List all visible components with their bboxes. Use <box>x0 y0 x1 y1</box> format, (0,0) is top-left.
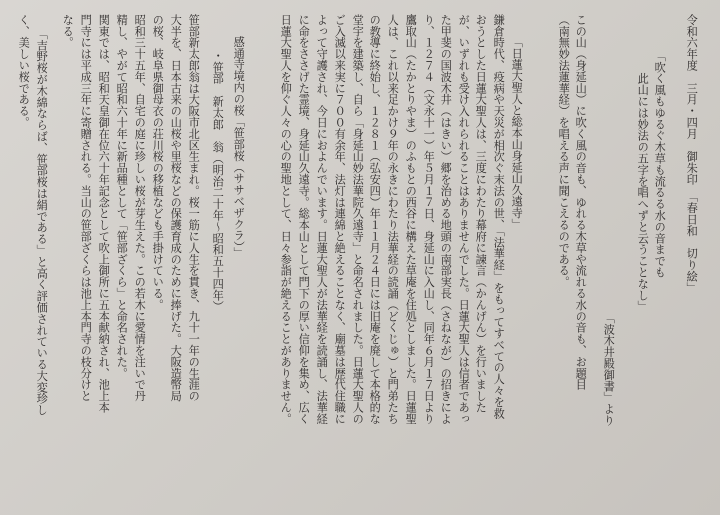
paragraph-line: の教導に終始し、１２８１（弘安四）年１１月２４日には旧庵を廃して本格的な <box>368 14 382 425</box>
paragraph-line: 昭和三十五年、自宅の庭に珍しい桜が芽生えた。この若木に愛情を注いで丹 <box>133 14 147 402</box>
paragraph-line: （南無妙法蓮華経）を唱える声に聞こえるのである。 <box>557 14 571 288</box>
paragraph-line: おうとした日蓮大聖人は、三度にわたり幕府に諫言（かんげん）を行いました <box>474 14 488 413</box>
quote-line: 此山には妙法の五字を唱へずと云うことなし」 <box>636 50 650 313</box>
paragraph-line: ご入滅以来実に７００有余年、法灯は連綿と絶えることなく、廟墓は歴代住職に <box>333 14 347 425</box>
paragraph-line: 日蓮大聖人を仰ぐ人々の心の聖地として、日々参詣が絶えることがありません。 <box>279 14 293 425</box>
paragraph-line: よって守護され、今日におよんでいます。日蓮大聖人が法華経を読誦し、法華経 <box>315 14 329 425</box>
paragraph-line: 笹部新太郎翁は大阪市北区生まれ。桜一筋に人生を貫き、九十一年の生涯の <box>187 14 201 402</box>
paragraph-line: 精し、やがて昭和六十年に新品種として「笹部ざくら」と命名された。 <box>115 14 129 379</box>
paragraph-line: 鷹取山（たかとりやま）のふもとの西谷に構えた草庵を住処としました。日蓮聖 <box>404 14 418 425</box>
quote-line: 「吹く風もゆるぐ木草も流るる水の音までも <box>653 50 667 278</box>
paragraph-line: 鎌倉時代、疫病や天災が相次ぐ末法の世、「法華経」をもってすべての人々を救 <box>492 14 506 419</box>
section-title: 感通寺境内の桜「笹部桜（ササベザクラ）」 <box>232 36 246 259</box>
paragraph-line: の桜、岐阜県御母衣の荘川桜の移植なども手掛けている。 <box>151 14 165 311</box>
paragraph-line: く、美しい桜である。 <box>17 14 31 128</box>
paragraph-line: 関東では、昭和天皇御在位六十年記念として吹上御所に五本献納され、池上本 <box>97 14 111 413</box>
paragraph-line: 人は、これ以来足かけ９年の永きにわたり法華経の読誦（どくじゅ）と門弟たち <box>386 14 400 425</box>
paragraph-line: 堂宇を建築し、自ら「身延山妙法華院久遠寺」と命名されました。日蓮大聖人の <box>351 14 365 425</box>
paragraph-line: なる。 <box>61 14 75 49</box>
person-line: ・笹部 新太郎 翁（明治二十年～昭和五十四年） <box>211 50 225 313</box>
paragraph-line: 「吉野桜が木綿ならば、笹部桜は絹である」と高く評価されている大変珍し <box>35 28 49 416</box>
paragraph-line: り、１２７４（文永十一）年５月１７日、身延山に入山し、同年６月１７日より <box>422 14 436 425</box>
paragraph-line: 門寺には平成三年に寄贈される。当山の笹部ざくらは池上本門寺の枝分けと <box>79 14 93 402</box>
paragraph-line: た甲斐の国波木井（はきい）郷を治める地頭の南部実長（さねなが）の招きによ <box>439 14 453 425</box>
heading-line: 令和六年度 三月・四月 御朱印 「春日和 切り絵」 <box>685 14 699 294</box>
section-title: 「日蓮大聖人と総本山身延山久遠寺」 <box>510 36 524 230</box>
paragraph-line: が、いずれも受け入れられることはありませんでした。日蓮大聖人は信者であっ <box>457 14 471 425</box>
paragraph-line: この山（身延山）に吹く風の音も、ゆれる木草や流れる水の音も、お題目 <box>574 14 588 391</box>
paragraph-line: に命をささげた霊境、身延山久遠寺。総本山として門下の厚い信仰を集め、広く <box>297 14 311 425</box>
paragraph-line: 大半を、日本古来の山桜や里桜などの保護育成のために捧げた。大阪造幣局 <box>169 14 183 402</box>
quote-source: 「波木井殿御書」より <box>602 312 616 426</box>
